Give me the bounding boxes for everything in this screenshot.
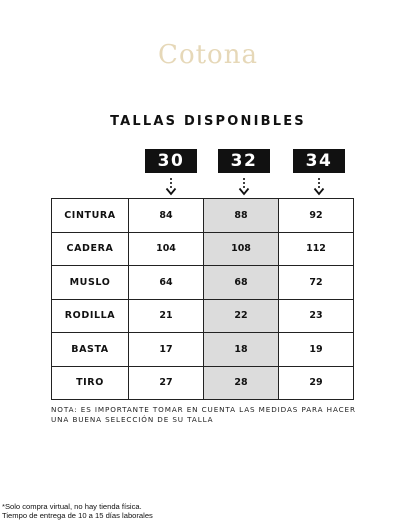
row-label: TIRO	[52, 366, 129, 400]
size-column-32	[218, 149, 270, 197]
sizing-note-line: NOTA: ES IMPORTANTE TOMAR EN CUENTA LAS MEDIDAS PARA HACER	[51, 405, 356, 414]
size-column-34	[293, 149, 345, 197]
size-label-34: 34	[293, 149, 345, 173]
size-label-32: 32	[218, 149, 270, 173]
table-cell: 108	[204, 232, 279, 266]
table-cell: 92	[279, 199, 354, 233]
dotted-down-arrow-icon	[238, 177, 250, 197]
table-row	[52, 266, 354, 300]
sizing-note	[51, 405, 361, 424]
table-cell: 28	[204, 366, 279, 400]
table-row	[52, 299, 354, 333]
sizing-note-line: UNA BUENA SELECCIÓN DE SU TALLA	[51, 414, 214, 424]
size-label-30: 30	[145, 149, 197, 173]
row-label: RODILLA	[52, 299, 129, 333]
purchase-footnote	[2, 503, 302, 520]
table-cell: 18	[204, 333, 279, 367]
table-cell: 19	[279, 333, 354, 367]
table-cell: 29	[279, 366, 354, 400]
table-row	[52, 333, 354, 367]
table-row	[52, 366, 354, 400]
table-cell: 72	[279, 266, 354, 300]
footnote-line: *Solo compra virtual, no hay tienda física.	[2, 502, 142, 511]
page-title: TALLAS DISPONIBLES	[110, 114, 306, 129]
dotted-down-arrow-icon	[165, 177, 177, 197]
row-label: MUSLO	[52, 266, 129, 300]
table-cell: 21	[129, 299, 204, 333]
table-cell: 88	[204, 199, 279, 233]
table-cell: 104	[129, 232, 204, 266]
size-chart-table	[51, 198, 354, 400]
table-cell: 17	[129, 333, 204, 367]
table-cell: 22	[204, 299, 279, 333]
table-cell: 27	[129, 366, 204, 400]
table-cell: 84	[129, 199, 204, 233]
table-cell: 68	[204, 266, 279, 300]
row-label: CINTURA	[52, 199, 129, 233]
brand-logo: Cotona	[158, 40, 258, 70]
size-column-30	[145, 149, 197, 197]
footnote-line: Tiempo de entrega de 10 a 15 días laborales	[2, 510, 153, 520]
row-label: BASTA	[52, 333, 129, 367]
table-cell: 112	[279, 232, 354, 266]
table-row	[52, 232, 354, 266]
row-label: CADERA	[52, 232, 129, 266]
table-row	[52, 199, 354, 233]
table-cell: 64	[129, 266, 204, 300]
dotted-down-arrow-icon	[313, 177, 325, 197]
table-cell: 23	[279, 299, 354, 333]
